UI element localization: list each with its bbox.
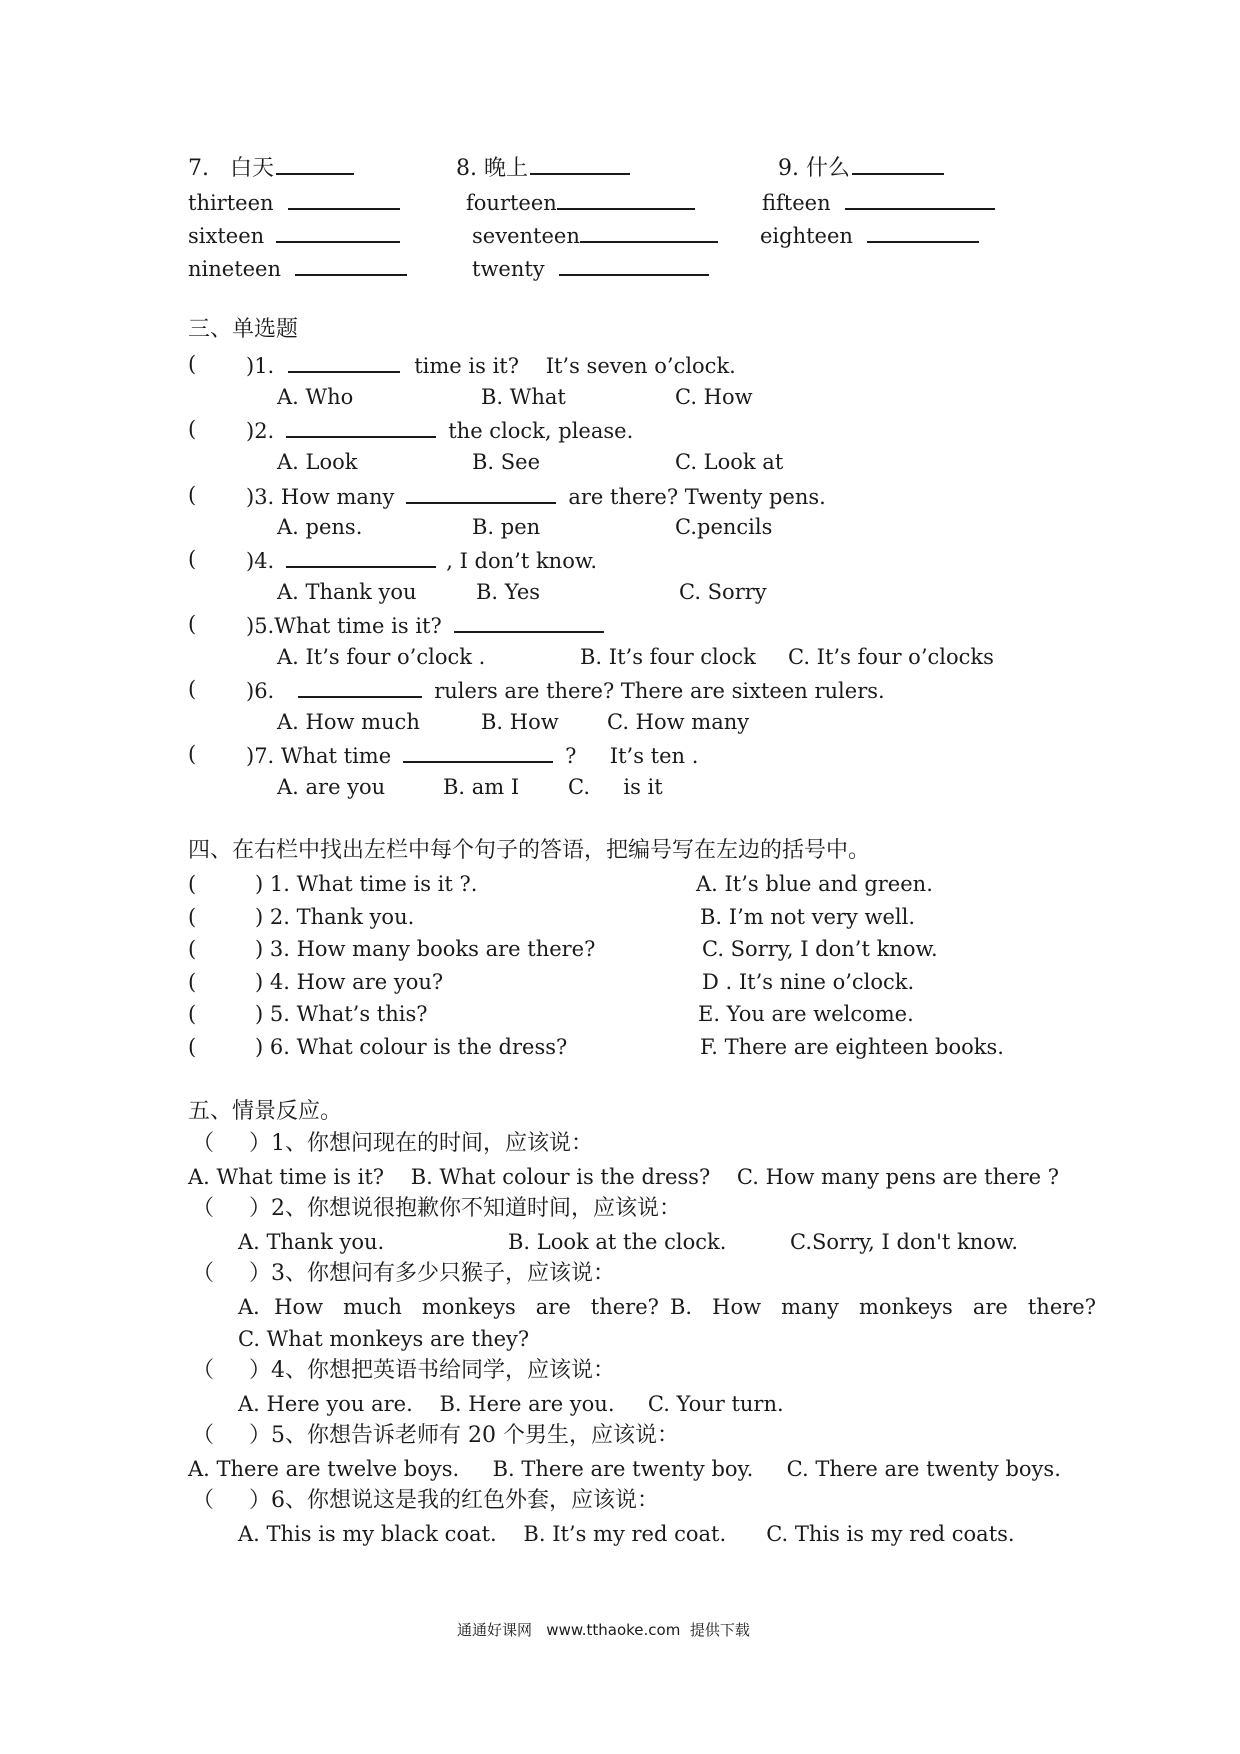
question-2: )2. the clock, please. bbox=[246, 416, 633, 444]
answer-paren[interactable]: ( bbox=[188, 905, 197, 929]
answer-blank[interactable] bbox=[852, 153, 944, 175]
question-7: )7. What time ? It’s ten . bbox=[246, 741, 698, 769]
answer-blank[interactable] bbox=[845, 188, 995, 210]
answer-blank[interactable] bbox=[276, 153, 354, 175]
option-c[interactable]: C. How bbox=[675, 385, 753, 409]
option-a[interactable]: A. Thank you. bbox=[238, 1230, 385, 1254]
option-b[interactable]: B. What bbox=[481, 385, 566, 409]
option-a[interactable]: A. are you bbox=[277, 775, 386, 799]
scenario-3-prompt[interactable]: （ ）3、你想问有多少只猴子，应该说： bbox=[192, 1261, 615, 1286]
match-right-e: E. You are welcome. bbox=[698, 1002, 914, 1026]
match-right-f: F. There are eighteen books. bbox=[700, 1035, 1004, 1059]
answer-blank[interactable] bbox=[559, 254, 709, 276]
section-4-title: 四、在右栏中找出左栏中每个句子的答语，把编号写在左边的括号中。 bbox=[188, 838, 871, 863]
question-1: )1. time is it? It’s seven o’clock. bbox=[246, 351, 736, 379]
scenario-5-prompt[interactable]: （ ）5、你想告诉老师有 20 个男生，应该说： bbox=[192, 1423, 679, 1448]
answer-paren[interactable]: ( bbox=[188, 1035, 197, 1059]
match-left-3: ) 3. How many books are there? bbox=[255, 937, 596, 961]
option-a[interactable]: A. How much bbox=[277, 710, 420, 734]
match-left-2: ) 2. Thank you. bbox=[255, 905, 415, 929]
match-left-4: ) 4. How are you? bbox=[255, 970, 444, 994]
option-c[interactable]: C.Sorry, I don't know. bbox=[790, 1230, 1019, 1254]
vocab-item-8: 8. 晚上 bbox=[456, 153, 630, 182]
answer-paren[interactable]: ( bbox=[188, 970, 197, 994]
answer-paren[interactable]: ( bbox=[188, 417, 197, 441]
question-3: )3. How many are there? Twenty pens. bbox=[246, 482, 826, 510]
option-c[interactable]: C. Sorry bbox=[679, 580, 767, 604]
answer-blank[interactable] bbox=[867, 221, 979, 243]
scenario-6-options[interactable]: A. This is my black coat. B. It’s my red coat. C. This is my red coats. bbox=[238, 1522, 1015, 1546]
scenario-4-prompt[interactable]: （ ）4、你想把英语书给同学，应该说： bbox=[192, 1358, 615, 1383]
scenario-6-prompt[interactable]: （ ）6、你想说这是我的红色外套，应该说： bbox=[192, 1488, 659, 1513]
vocab-seventeen: seventeen bbox=[472, 221, 718, 249]
match-right-d: D . It’s nine o’clock. bbox=[702, 970, 915, 994]
option-c[interactable]: C. is it bbox=[568, 775, 663, 799]
vocab-sixteen: sixteen bbox=[188, 221, 400, 249]
section-5-title: 五、情景反应。 bbox=[188, 1099, 343, 1124]
answer-blank[interactable] bbox=[286, 416, 436, 438]
option-a[interactable]: A．How much monkeys are there? bbox=[238, 1295, 659, 1319]
match-right-a: A. It’s blue and green. bbox=[696, 872, 933, 896]
match-left-6: ) 6. What colour is the dress? bbox=[255, 1035, 568, 1059]
answer-paren[interactable]: ( bbox=[188, 1002, 197, 1026]
option-b[interactable]: B. pen bbox=[472, 515, 541, 539]
answer-paren[interactable]: ( bbox=[188, 352, 197, 376]
option-b[interactable]: B. How many monkeys are there? bbox=[670, 1295, 1096, 1319]
option-a[interactable]: A. pens. bbox=[277, 515, 363, 539]
answer-blank[interactable] bbox=[295, 254, 407, 276]
answer-paren[interactable]: ( bbox=[188, 547, 197, 571]
footer-credit: 通通好课网 www.tthaoke.com 提供下载 bbox=[457, 1621, 750, 1639]
option-c[interactable]: C. Look at bbox=[675, 450, 784, 474]
section-3-title: 三、单选题 bbox=[188, 317, 299, 342]
vocab-thirteen: thirteen bbox=[188, 188, 400, 216]
option-c[interactable]: C. It’s four o’clocks bbox=[788, 645, 994, 669]
question-5: )5.What time is it? bbox=[246, 611, 604, 639]
option-b[interactable]: B. See bbox=[472, 450, 541, 474]
option-b[interactable]: B. How bbox=[481, 710, 559, 734]
answer-blank[interactable] bbox=[298, 676, 422, 698]
answer-blank[interactable] bbox=[406, 482, 556, 504]
answer-blank[interactable] bbox=[454, 611, 604, 633]
option-a[interactable]: A. Who bbox=[277, 385, 354, 409]
match-left-5: ) 5. What’s this? bbox=[255, 1002, 428, 1026]
option-b[interactable]: B. It’s four clock bbox=[580, 645, 756, 669]
vocab-item-9: 9. 什么 bbox=[778, 153, 944, 182]
answer-blank[interactable] bbox=[286, 546, 436, 568]
scenario-5-options[interactable]: A. There are twelve boys. B. There are twenty boy. C. There are twenty boys. bbox=[188, 1457, 1061, 1481]
scenario-1-prompt[interactable]: （ ）1、你想问现在的时间，应该说： bbox=[192, 1131, 593, 1156]
scenario-2-prompt[interactable]: （ ）2、你想说很抱歉你不知道时间，应该说： bbox=[192, 1196, 681, 1221]
option-b[interactable]: B. am I bbox=[443, 775, 520, 799]
question-4: )4. , I don’t know. bbox=[246, 546, 597, 574]
option-c[interactable]: C. What monkeys are they? bbox=[238, 1327, 530, 1351]
answer-paren[interactable]: ( bbox=[188, 937, 197, 961]
answer-paren[interactable]: ( bbox=[188, 742, 197, 766]
option-a[interactable]: A. It’s four o’clock . bbox=[277, 645, 486, 669]
scenario-4-options[interactable]: A. Here you are. B. Here are you. C. Your turn. bbox=[238, 1392, 784, 1416]
option-b[interactable]: B. Look at the clock. bbox=[508, 1230, 727, 1254]
answer-blank[interactable] bbox=[288, 188, 400, 210]
answer-paren[interactable]: ( bbox=[188, 677, 197, 701]
match-right-c: C. Sorry, I don’t know. bbox=[702, 937, 938, 961]
answer-paren[interactable]: ( bbox=[188, 872, 197, 896]
match-right-b: B. I’m not very well. bbox=[700, 905, 916, 929]
answer-blank[interactable] bbox=[276, 221, 400, 243]
option-a[interactable]: A. Look bbox=[277, 450, 358, 474]
option-b[interactable]: B. Yes bbox=[476, 580, 541, 604]
vocab-item-7: 7. 白天 bbox=[188, 153, 354, 182]
answer-paren[interactable]: ( bbox=[188, 612, 197, 636]
vocab-eighteen: eighteen bbox=[760, 221, 979, 249]
match-left-1: ) 1. What time is it ?. bbox=[255, 872, 478, 896]
option-c[interactable]: C.pencils bbox=[675, 515, 773, 539]
answer-blank[interactable] bbox=[580, 221, 718, 243]
vocab-twenty: twenty bbox=[472, 254, 709, 282]
answer-blank[interactable] bbox=[288, 351, 400, 373]
vocab-nineteen: nineteen bbox=[188, 254, 407, 282]
option-a[interactable]: A. Thank you bbox=[277, 580, 417, 604]
answer-blank[interactable] bbox=[403, 741, 553, 763]
answer-paren[interactable]: ( bbox=[188, 483, 197, 507]
vocab-fourteen: fourteen bbox=[466, 188, 695, 216]
vocab-fifteen: fifteen bbox=[762, 188, 995, 216]
question-6: )6. rulers are there? There are sixteen rulers. bbox=[246, 676, 885, 704]
scenario-1-options[interactable]: A. What time is it? B. What colour is the dress? C. How many pens are there ? bbox=[188, 1165, 1059, 1189]
answer-blank[interactable] bbox=[530, 153, 630, 175]
answer-blank[interactable] bbox=[557, 188, 695, 210]
option-c[interactable]: C. How many bbox=[607, 710, 750, 734]
